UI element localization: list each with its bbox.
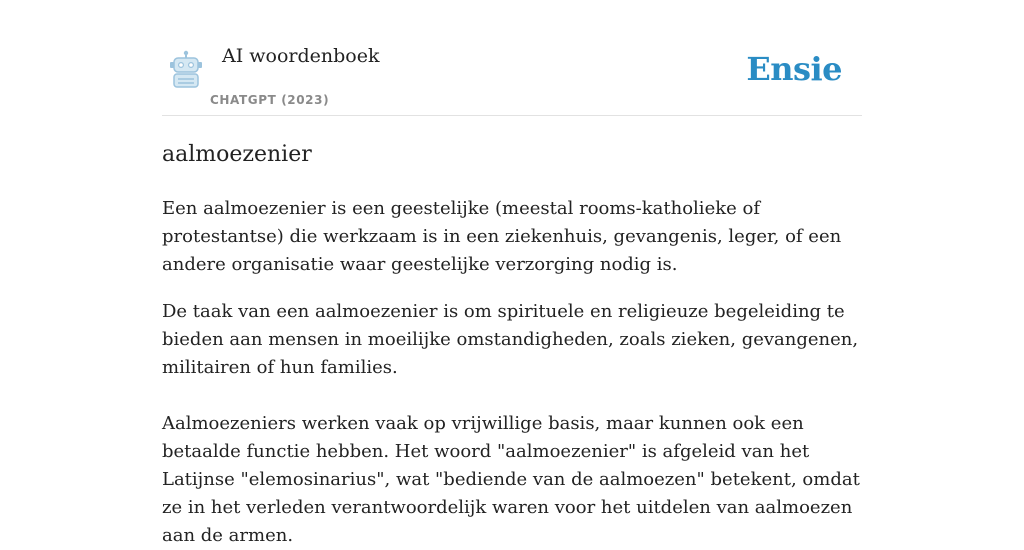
definition-paragraph: De taak van een aalmoezenier is om spirituele en religieuze begeleiding te bieden aan mensen in moeilijke omstandigheden, zoals zieken, gevangenen, militairen of hun families. (162, 301, 859, 378)
source-label: CHATGPT (2023) (210, 93, 330, 107)
entry-term: aalmoezenier (162, 142, 312, 167)
dictionary-title[interactable]: AI woordenboek (222, 45, 380, 67)
page (162, 0, 862, 550)
definition-paragraph: Een aalmoezenier is een geestelijke (meestal rooms-katholieke of protestantse) die werkzaam is in een ziekenhuis, gevangenis, leger, of een andere organisatie waar geestelijke verzorging nodig is. (162, 198, 842, 275)
entry-header (162, 0, 862, 116)
robot-icon (166, 50, 206, 90)
definition-paragraph: Aalmoezeniers werken vaak op vrijwillige basis, maar kunnen ook een betaalde functie hebben. Het woord "aalmoezenier" is afgeleid van het Latijnse "elemosinarius", wat "bediende van de aalmoezen" betekent, omdat ze in het verleden verantwoordelijk waren voor het uitdelen van aalmoezen aan de armen. (162, 413, 860, 546)
brand-logo[interactable]: Ensie (746, 50, 842, 88)
